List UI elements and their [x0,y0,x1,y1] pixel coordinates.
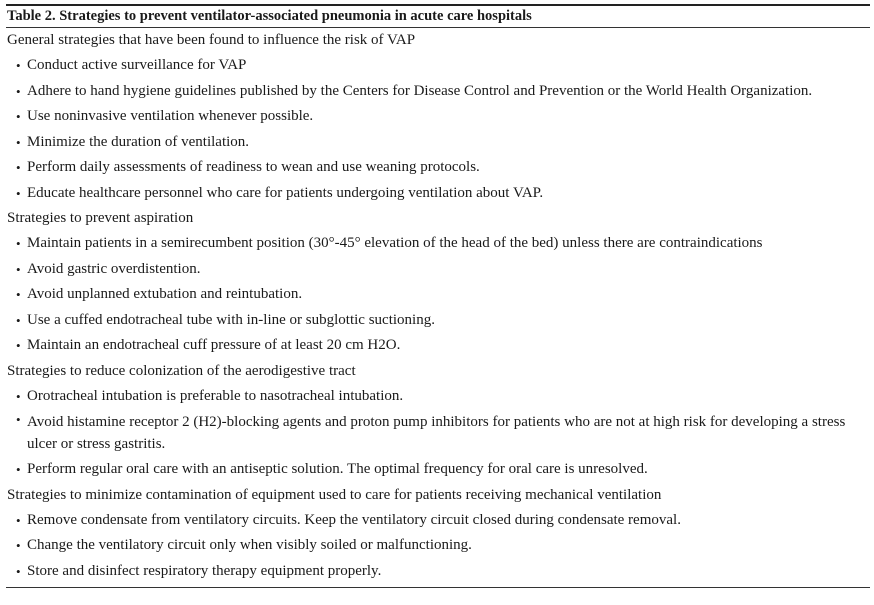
bullet-icon: • [16,160,21,175]
list-item [6,104,870,130]
list-item [6,559,870,585]
section-general-strategies [6,28,870,206]
section-minimize-contamination [6,483,870,585]
list-item [6,282,870,308]
list-item-text: Perform daily assessments of readiness to wean and use weaning protocols. [27,159,480,175]
list-item [6,409,870,457]
bullet-icon: • [16,58,21,73]
section-heading: General strategies that have been found to influence the risk of VAP [7,32,416,48]
list-item-text: Use noninvasive ventilation whenever possible. [27,108,314,124]
document-table [6,0,870,588]
list-item [6,533,870,559]
bullet-icon: • [16,287,21,302]
list-item [6,333,870,359]
list-item-text: Adhere to hand hygiene guidelines published by the Centers for Disease Control and Prevention or the World Health Organization. [27,82,813,99]
list-item [6,508,870,534]
bullet-icon: • [16,236,21,251]
list-item [6,79,870,105]
list-item-text: Maintain an endotracheal cuff pressure of at least 20 cm H2O. [27,337,401,353]
list-item-text: Avoid histamine receptor 2 (H2)-blocking agents and proton pump inhibitors for patients who are not at high risk for developing a stress ulcer or stress gastritis. [27,414,846,452]
list-item [6,181,870,207]
bullet-icon: • [16,538,21,553]
bullet-icon: • [16,412,21,427]
list-item [6,155,870,181]
list-item [6,384,870,410]
bullet-icon: • [16,563,21,579]
list-item-text: Minimize the duration of ventilation. [27,133,250,150]
table-title: Table 2. Strategies to prevent ventilator-associated pneumonia in acute care hospitals [7,8,532,24]
list-item-text: Remove condensate from ventilatory circuits. Keep the ventilatory circuit closed during condensate removal. [27,511,681,528]
list-item-text: Conduct active surveillance for VAP [27,57,247,73]
section-prevent-aspiration [6,206,870,359]
bullet-icon: • [16,462,21,477]
list-item-text: Change the ventilatory circuit only when visibly soiled or malfunctioning. [27,537,472,553]
bullet-icon: • [16,185,21,201]
bullet-icon: • [16,261,21,277]
section-reduce-colonization [6,359,870,483]
list-item-text: Educate healthcare personnel who care for patients undergoing ventilation about VAP. [27,184,544,201]
list-item-text: Maintain patients in a semirecumbent position (30°-45° elevation of the head of the bed) unless there are contraindications [27,235,763,251]
list-item-text: Store and disinfect respiratory therapy equipment properly. [27,562,382,579]
list-item [6,231,870,257]
bullet-icon: • [16,109,21,124]
list-item [6,457,870,483]
list-item-text: Perform regular oral care with an antiseptic solution. The optimal frequency for oral care is unresolved. [27,461,648,477]
bullet-icon: • [16,512,21,528]
list-item-text: Use a cuffed endotracheal tube with in-line or subglottic suctioning. [27,311,435,328]
list-item-text: Orotracheal intubation is preferable to nasotracheal intubation. [27,387,404,404]
list-item [6,308,870,334]
section-heading: Strategies to reduce colonization of the aerodigestive tract [7,362,356,379]
list-item [6,53,870,79]
list-item-text: Avoid unplanned extubation and reintubation. [27,286,303,302]
bullet-icon: • [16,338,21,353]
bullet-icon: • [16,134,21,150]
bullet-icon: • [16,312,21,328]
bullet-icon: • [16,388,21,404]
section-heading: Strategies to prevent aspiration [7,210,194,226]
list-item-text: Avoid gastric overdistention. [27,260,201,277]
section-heading: Strategies to minimize contamination of equipment used to care for patients receiving mechanical ventilation [7,486,662,503]
bottom-rule [6,587,870,588]
list-item [6,257,870,283]
list-item [6,130,870,156]
bullet-icon: • [16,83,21,99]
